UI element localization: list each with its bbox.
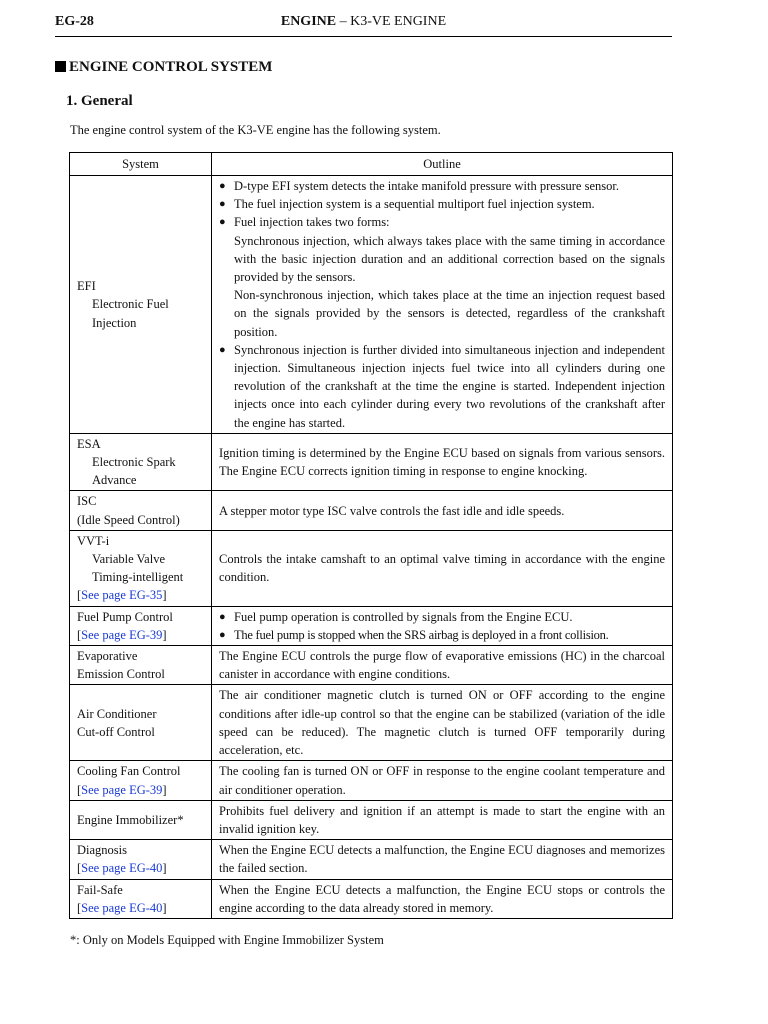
page-reference: [See page EG-40] (77, 900, 167, 915)
header-outline: Outline (212, 153, 673, 176)
subsection-title: 1. General (66, 93, 133, 109)
system-name: EFI (77, 279, 96, 294)
outline-cell: Prohibits fuel delivery and ignition if an attempt is made to start the engine with an invalid ignition key. (212, 800, 673, 839)
outline-cell: When the Engine ECU detects a malfunction, the Engine ECU diagnoses and memorizes the failed section. (212, 840, 673, 879)
outline-cell: Controls the intake camshaft to an optimal valve timing in accordance with the engine condition. (212, 530, 673, 606)
outline-cell (212, 176, 673, 434)
system-cell (70, 685, 212, 761)
system-cell (70, 840, 212, 879)
table-row-vvt (70, 530, 673, 606)
bullet-item: ● D-type EFI system detects the intake manifold pressure with pressure sensor. (219, 177, 665, 195)
system-name: ISC (77, 494, 97, 509)
see-page-link[interactable]: See page EG-35 (81, 588, 163, 603)
section-title-text: ENGINE CONTROL SYSTEM (69, 59, 273, 75)
system-cell: Engine Immobilizer* (70, 800, 212, 839)
system-name: VVT-i (77, 533, 110, 548)
bullet-item: ● Synchronous injection is further divided into simultaneous injection and independent injection. Simultaneous injection injects fuel twice into all cylinders during one revolution of the crankshaft at the time the engine is started. Independent injection injects once into each cylinder during every two revolutions of the crankshaft after the engine has started. (219, 341, 665, 432)
table-row-evaporative (70, 646, 673, 685)
system-name: Fuel Pump Control (77, 609, 173, 624)
system-cell (70, 879, 212, 918)
bullet-item: ● Fuel pump operation is controlled by signals from the Engine ECU. (219, 608, 665, 626)
header-system: System (70, 153, 212, 176)
bullet-text: Fuel injection takes two forms: (234, 215, 390, 230)
outline-cell: When the Engine ECU detects a malfunction, the Engine ECU stops or controls the engine according to the data already stored in memory. (212, 879, 673, 918)
system-name: Evaporative (77, 649, 138, 664)
system-subname: Advance (92, 473, 137, 488)
see-page-link[interactable]: See page EG-40 (81, 900, 163, 915)
table-row-immobilizer (70, 800, 673, 839)
bullet-item: ● The fuel pump is stopped when the SRS airbag is deployed in a front collision. (219, 626, 665, 644)
outline-cell: The cooling fan is turned ON or OFF in response to the engine coolant temperature and air conditioner operation. (212, 761, 673, 800)
outline-cell: The Engine ECU controls the purge flow of evaporative emissions (HC) in the charcoal canister in accordance with engine conditions. (212, 646, 673, 685)
square-bullet-icon (55, 61, 66, 72)
system-cell (70, 530, 212, 606)
system-cell (70, 433, 212, 491)
outline-cell: Ignition timing is determined by the Engine ECU based on signals from various sensors. The Engine ECU corrects ignition timing in response to engine knocking. (212, 433, 673, 491)
page-reference: [See page EG-40] (77, 861, 167, 876)
system-subname: Cut-off Control (77, 724, 155, 739)
header-title-rest: – K3-VE ENGINE (336, 14, 447, 29)
section-title (55, 59, 272, 76)
outline-cell: A stepper motor type ISC valve controls the fast idle and idle speeds. (212, 491, 673, 530)
system-name: Air Conditioner (77, 706, 157, 721)
bullet-continuation: Synchronous injection, which always takes place with the same timing in accordance with the basic injection duration and an additional correction based on the signals provided by the sensors. (234, 233, 665, 285)
system-subname: Variable Valve (92, 552, 166, 567)
system-cell (70, 606, 212, 645)
header-title-bold: ENGINE (280, 14, 337, 29)
system-subname: Electronic Fuel (92, 297, 169, 312)
table-row-diagnosis (70, 840, 673, 879)
page-reference: [See page EG-39] (77, 627, 167, 642)
table-row-fuel-pump (70, 606, 673, 645)
system-cell (70, 761, 212, 800)
table-row-efi (70, 176, 673, 434)
page-reference: [See page EG-35] (77, 588, 167, 603)
system-name: Fail-Safe (77, 882, 123, 897)
system-subname: Emission Control (77, 667, 165, 682)
page-header-title (55, 14, 672, 30)
system-subname: Electronic Spark (92, 455, 176, 470)
table-header-row (70, 153, 673, 176)
system-cell (70, 176, 212, 434)
see-page-link[interactable]: See page EG-39 (81, 782, 163, 797)
table-row-cooling-fan (70, 761, 673, 800)
see-page-link[interactable]: See page EG-40 (81, 861, 163, 876)
footnote: *: Only on Models Equipped with Engine Immobilizer System (70, 933, 384, 947)
table-row-ac-cutoff (70, 685, 673, 761)
table-row-isc (70, 491, 673, 530)
see-page-link[interactable]: See page EG-39 (81, 627, 163, 642)
page-number: EG-28 (55, 14, 94, 29)
bullet-item (219, 213, 665, 231)
page-header (55, 12, 672, 37)
system-name: Cooling Fan Control (77, 764, 181, 779)
system-name: Diagnosis (77, 843, 127, 858)
bullet-item: ● The fuel injection system is a sequential multiport fuel injection system. (219, 195, 665, 213)
page-reference: [See page EG-39] (77, 782, 167, 797)
outline-cell (212, 606, 673, 645)
table-row-esa (70, 433, 673, 491)
system-subname: (Idle Speed Control) (77, 512, 180, 527)
outline-cell: The air conditioner magnetic clutch is turned ON or OFF according to the engine conditions after idle-up control so that the engine can be stabilized (variation of the idle speed can be reduced). The magnetic clutch is turned OFF temporarily during acceleration, etc. (212, 685, 673, 761)
table-row-fail-safe (70, 879, 673, 918)
system-subname: Injection (92, 315, 137, 330)
system-cell (70, 646, 212, 685)
bullet-continuation: Non-synchronous injection, which takes place at the time an injection request based on the signals provided by the sensors is detected, regardless of the crankshaft position. (234, 288, 665, 339)
system-cell (70, 491, 212, 530)
intro-text: The engine control system of the K3-VE engine has the following system. (70, 123, 441, 137)
system-subname: Timing-intelligent (92, 570, 184, 585)
engine-control-table (69, 152, 673, 919)
system-name: ESA (77, 436, 101, 451)
